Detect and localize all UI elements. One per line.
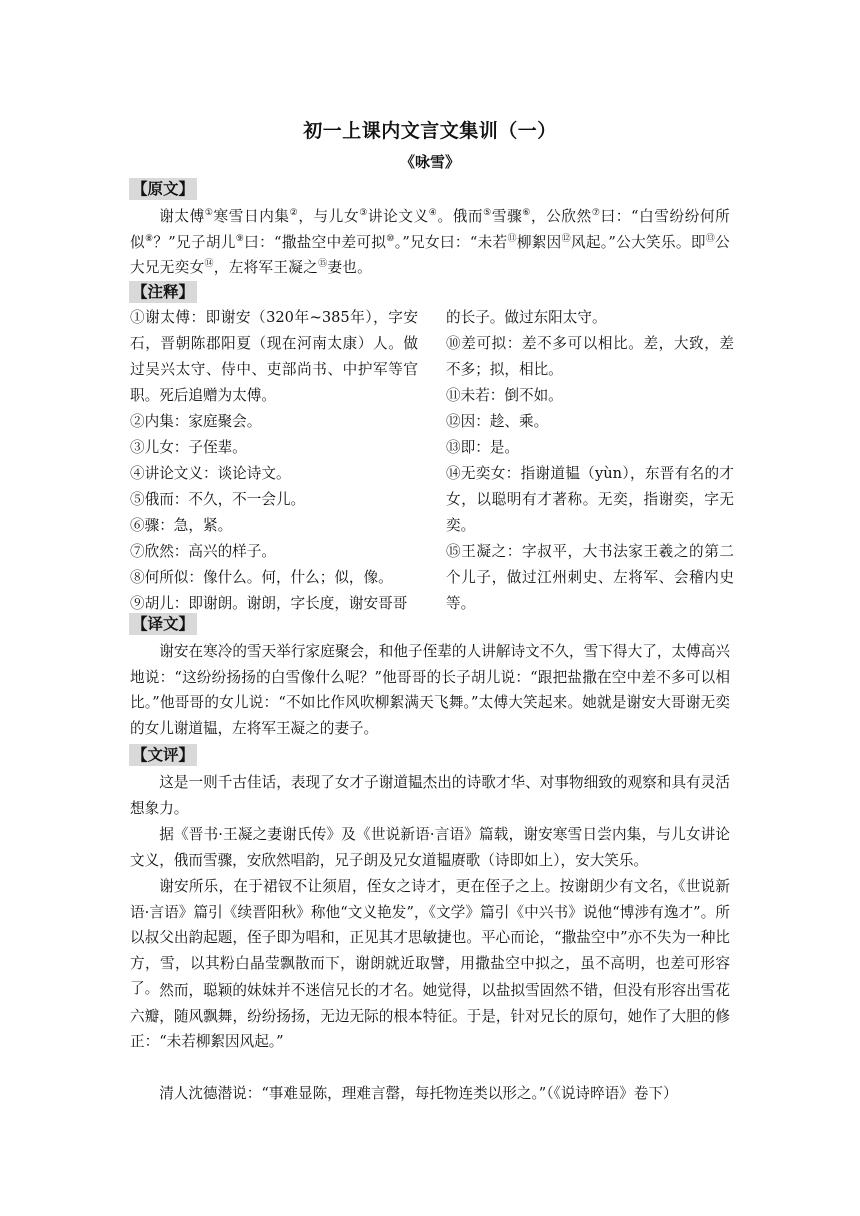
notes-column-left xyxy=(130,305,418,617)
note-item: ⑤俄而：不久，不一会儿。 xyxy=(130,491,306,508)
note-item: ⑦欣然：高兴的样子。 xyxy=(130,543,276,560)
note-item: ③儿女：子侄辈。 xyxy=(130,439,247,456)
note-item: ⑭无奕女：指谢道韫（yùn），东晋有名的才女，以聪明有才著称。无奕，指谢奕，字无奕。 xyxy=(446,465,734,534)
note-item: ⑮王凝之：字叔平，大书法家王羲之的第二个儿子，做过江州刺史、左将军、会稽内史等。 xyxy=(446,543,734,612)
commentary-paragraph: 然而，聪颖的妹妹并不迷信兄长的才名。她觉得，以盐拟雪固然不错，但没有形容出雪花六瓣，随风飘舞，纷纷扬扬，无边无际的根本特征。于是，针对兄长的原句，她作了大胆的修正：“未若柳絮因风起。” xyxy=(130,982,730,1051)
commentary-paragraph: 清人沈德潜说：“事难显陈，理难言罄，每托物连类以形之。”（《说诗晬语》卷下） xyxy=(159,1085,678,1102)
commentary-paragraph: 这是一则千古佳话，表现了女才子谢道韫杰出的诗歌才华、对事物细致的观察和具有灵活想象力。 xyxy=(130,774,730,817)
section-heading-translation: 【译文】 xyxy=(129,613,197,635)
note-item: ⑧何所似：像什么。何，什么；似，像。 xyxy=(130,569,393,586)
section-heading-commentary: 【文评】 xyxy=(129,744,197,766)
page-subtitle: 《咏雪》 xyxy=(399,153,460,171)
note-item: ⑨胡儿：即谢朗。谢朗，字长度，谢安哥哥 xyxy=(130,595,408,612)
note-item: ⑪未若：倒不如。 xyxy=(446,387,563,404)
note-item: 的长子。做过东阳太守。 xyxy=(446,309,607,326)
note-item: ④讲论文义：谈论诗文。 xyxy=(130,465,291,482)
original-text: 谢太傅①寒雪日内集②，与儿女③讲论文义④。俄而⑤雪骤⑥，公欣然⑦曰：“白雪纷纷何所似⑧？”兄子胡儿⑨曰：“撒盐空中差可拟⑩。”兄女曰：“未若⑪柳絮因⑫风起。”公大笑乐。即⑬公大兄无奕女⑭，左将军王凝之⑮妻也。 xyxy=(130,208,731,277)
section-heading-original: 【原文】 xyxy=(129,178,197,200)
section-heading-notes: 【注释】 xyxy=(129,281,197,303)
page-title: 初一上课内文言文集训（一） xyxy=(303,120,557,142)
notes-column-right xyxy=(446,305,734,617)
note-item: ⑫因：趁、乘。 xyxy=(446,413,549,430)
commentary-paragraph: 谢安所乐，在于裙钗不让须眉，侄女之诗才，更在侄子之上。按谢朗少有文名，《世说新语·言语》篇引《续晋阳秋》称他“文义艳发”，《文学》篇引《中兴书》说他“博涉有逸才”。所以叔父出韵起题，侄子即为唱和，正见其才思敏捷也。平心而论，“撒盐空中”亦不失为一种比方，雪，以其粉白晶莹飘散而下，谢朗就近取譬，用撒盐空中拟之，虽不高明，也差可形容了。 xyxy=(130,878,730,998)
note-item: ⑩差可拟：差不多可以相比。差，大致，差不多；拟，相比。 xyxy=(446,335,734,378)
note-item: ②内集：家庭聚会。 xyxy=(130,413,262,430)
commentary-paragraph: 据《晋书·王凝之妻谢氏传》及《世说新语·言语》篇载，谢安寒雪日尝内集，与儿女讲论文义，俄而雪骤，安欣然唱韵，兄子朗及兄女道韫赓歌（诗即如上），安大笑乐。 xyxy=(130,826,730,869)
note-item: ①谢太傅：即谢安（320年~385年），字安石，晋朝陈郡阳夏（现在河南太康）人。做过吴兴太守、侍中、吏部尚书、中护军等官职。死后追赠为太傅。 xyxy=(130,309,418,404)
translation-text: 谢安在寒冷的雪天举行家庭聚会，和他子侄辈的人讲解诗文不久，雪下得大了，太傅高兴地说：“这纷纷扬扬的白雪像什么呢？”他哥哥的长子胡儿说：“跟把盐撒在空中差不多可以相比。”他哥哥的女儿说：“不如比作风吹柳絮满天飞舞。”太傅大笑起来。她就是谢安大哥谢无奕的女儿谢道韫，左将军王凝之的妻子。 xyxy=(130,643,730,737)
note-item: ⑥骤：急，紧。 xyxy=(130,517,233,534)
note-item: ⑬即：是。 xyxy=(446,439,519,456)
